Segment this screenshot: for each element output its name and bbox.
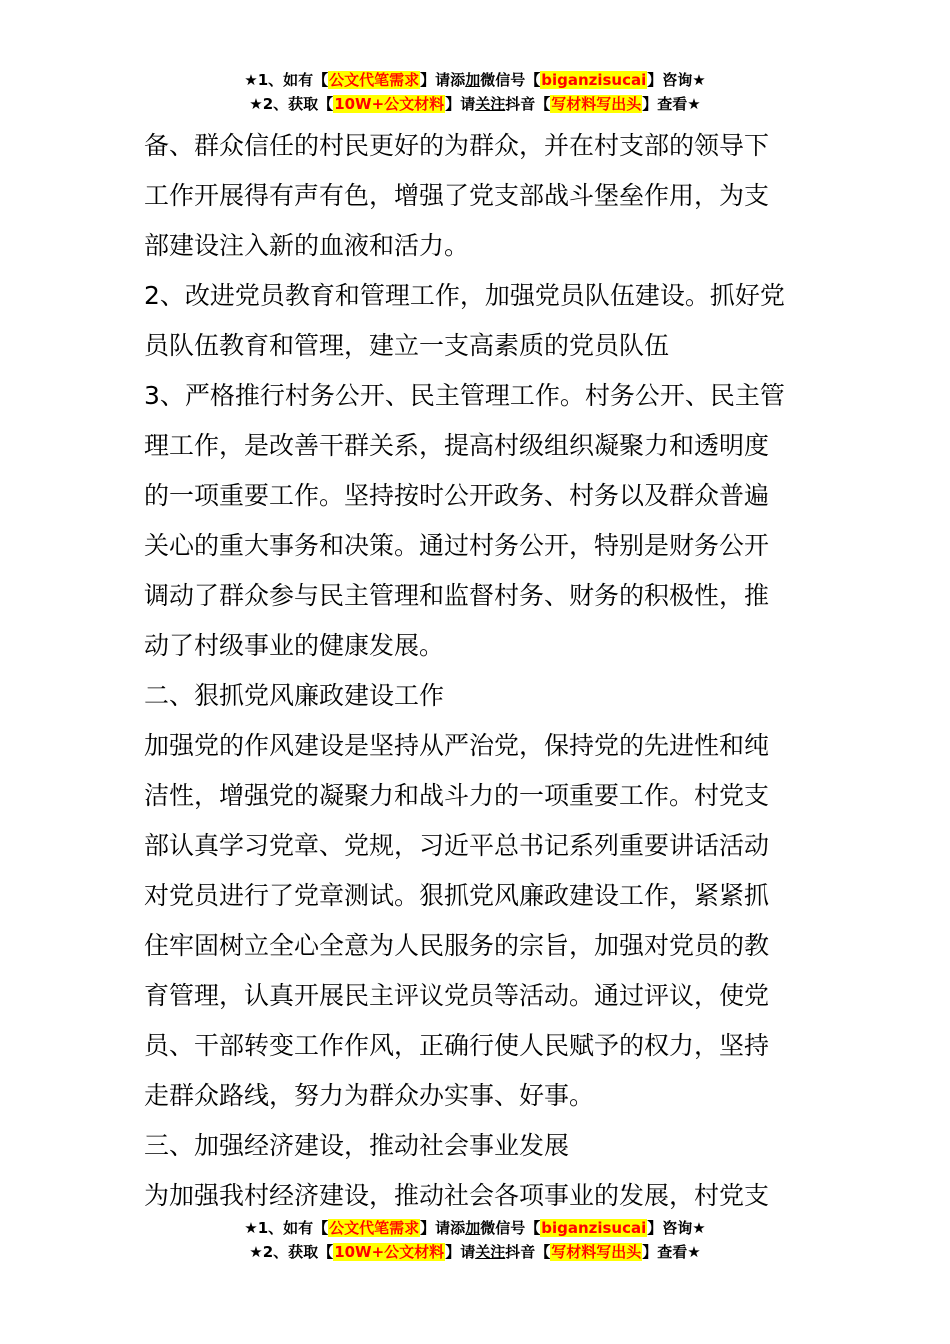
banner-underlined-text: 关注 bbox=[475, 1243, 506, 1261]
body-line: 为加强我村经济建设，推动社会各项事业的发展，村党支 bbox=[144, 1181, 770, 1210]
highlight-tag: 10W+公文材料 bbox=[334, 95, 445, 113]
header-banner bbox=[0, 68, 950, 116]
body-line: 育管理，认真开展民主评议党员等活动。通过评议，使党 bbox=[144, 981, 770, 1010]
banner-underlined-text: 加 bbox=[465, 71, 481, 89]
body-line: 关心的重大事务和决策。通过村务公开，特别是财务公开 bbox=[144, 531, 770, 560]
highlight-tag: 公文代笔需求 bbox=[329, 1219, 420, 1237]
body-line: 动了村级事业的健康发展。 bbox=[144, 631, 445, 660]
body-line: 员队伍教育和管理，建立一支高素质的党员队伍 bbox=[144, 331, 670, 360]
banner-text: 】请 bbox=[445, 1243, 476, 1261]
body-line: 住牢固树立全心全意为人民服务的宗旨，加强对党员的教 bbox=[144, 931, 770, 960]
section-heading: 三、加强经济建设，推动社会事业发展 bbox=[144, 1131, 570, 1160]
banner-text: ★1、如有【 bbox=[244, 1219, 329, 1237]
banner-text: ★1、如有【 bbox=[244, 71, 329, 89]
banner-text: 微信号【 bbox=[480, 1219, 541, 1237]
banner-text: 】请添 bbox=[420, 1219, 466, 1237]
body-line: 对党员进行了党章测试。狠抓党风廉政建设工作，紧紧抓 bbox=[144, 881, 770, 910]
highlight-tag: 写材料写出头 bbox=[551, 1243, 642, 1261]
body-line: 部认真学习党章、党规，习近平总书记系列重要讲话活动 bbox=[144, 831, 770, 860]
banner-text: 】咨询★ bbox=[647, 71, 706, 89]
body-line: 洁性，增强党的凝聚力和战斗力的一项重要工作。村党支 bbox=[144, 781, 770, 810]
body-line: 3、严格推行村务公开、民主管理工作。村务公开、民主管 bbox=[144, 381, 785, 410]
banner-underlined-text: 加 bbox=[465, 1219, 481, 1237]
body-line: 工作开展得有声有色，增强了党支部战斗堡垒作用，为支 bbox=[144, 181, 770, 210]
body-line: 加强党的作风建设是坚持从严治党，保持党的先进性和纯 bbox=[144, 731, 770, 760]
body-line: 调动了群众参与民主管理和监督村务、财务的积极性，推 bbox=[144, 581, 770, 610]
banner-line-1 bbox=[0, 68, 950, 92]
banner-text: 】查看★ bbox=[642, 1243, 701, 1261]
banner-text: ★2、获取【 bbox=[249, 1243, 334, 1261]
banner-text: 】咨询★ bbox=[647, 1219, 706, 1237]
highlight-tag: biganzisucai bbox=[541, 1219, 647, 1237]
highlight-tag: 写材料写出头 bbox=[551, 95, 642, 113]
banner-text: ★2、获取【 bbox=[249, 95, 334, 113]
body-line: 走群众路线，努力为群众办实事、好事。 bbox=[144, 1081, 595, 1110]
banner-line-1 bbox=[0, 1216, 950, 1240]
footer-banner bbox=[0, 1216, 950, 1264]
highlight-tag: 公文代笔需求 bbox=[329, 71, 420, 89]
banner-text: 】请添 bbox=[420, 71, 466, 89]
highlight-tag: 10W+公文材料 bbox=[334, 1243, 445, 1261]
body-line: 的一项重要工作。坚持按时公开政务、村务以及群众普遍 bbox=[144, 481, 770, 510]
banner-underlined-text: 关注 bbox=[475, 95, 506, 113]
banner-text: 抖音【 bbox=[505, 95, 551, 113]
body-line: 备、群众信任的村民更好的为群众，并在村支部的领导下 bbox=[144, 131, 770, 160]
banner-text: 微信号【 bbox=[480, 71, 541, 89]
body-line: 部建设注入新的血液和活力。 bbox=[144, 231, 470, 260]
banner-text: 抖音【 bbox=[505, 1243, 551, 1261]
banner-line-2 bbox=[0, 1240, 950, 1264]
banner-line-2 bbox=[0, 92, 950, 116]
body-line: 2、改进党员教育和管理工作，加强党员队伍建设。抓好党 bbox=[144, 281, 785, 310]
body-line: 理工作，是改善干群关系，提高村级组织凝聚力和透明度 bbox=[144, 431, 770, 460]
banner-text: 】请 bbox=[445, 95, 476, 113]
document-body bbox=[144, 121, 824, 1221]
body-line: 员、干部转变工作作风，正确行使人民赋予的权力，坚持 bbox=[144, 1031, 770, 1060]
banner-text: 】查看★ bbox=[642, 95, 701, 113]
section-heading: 二、狠抓党风廉政建设工作 bbox=[144, 681, 445, 710]
highlight-tag: biganzisucai bbox=[541, 71, 647, 89]
